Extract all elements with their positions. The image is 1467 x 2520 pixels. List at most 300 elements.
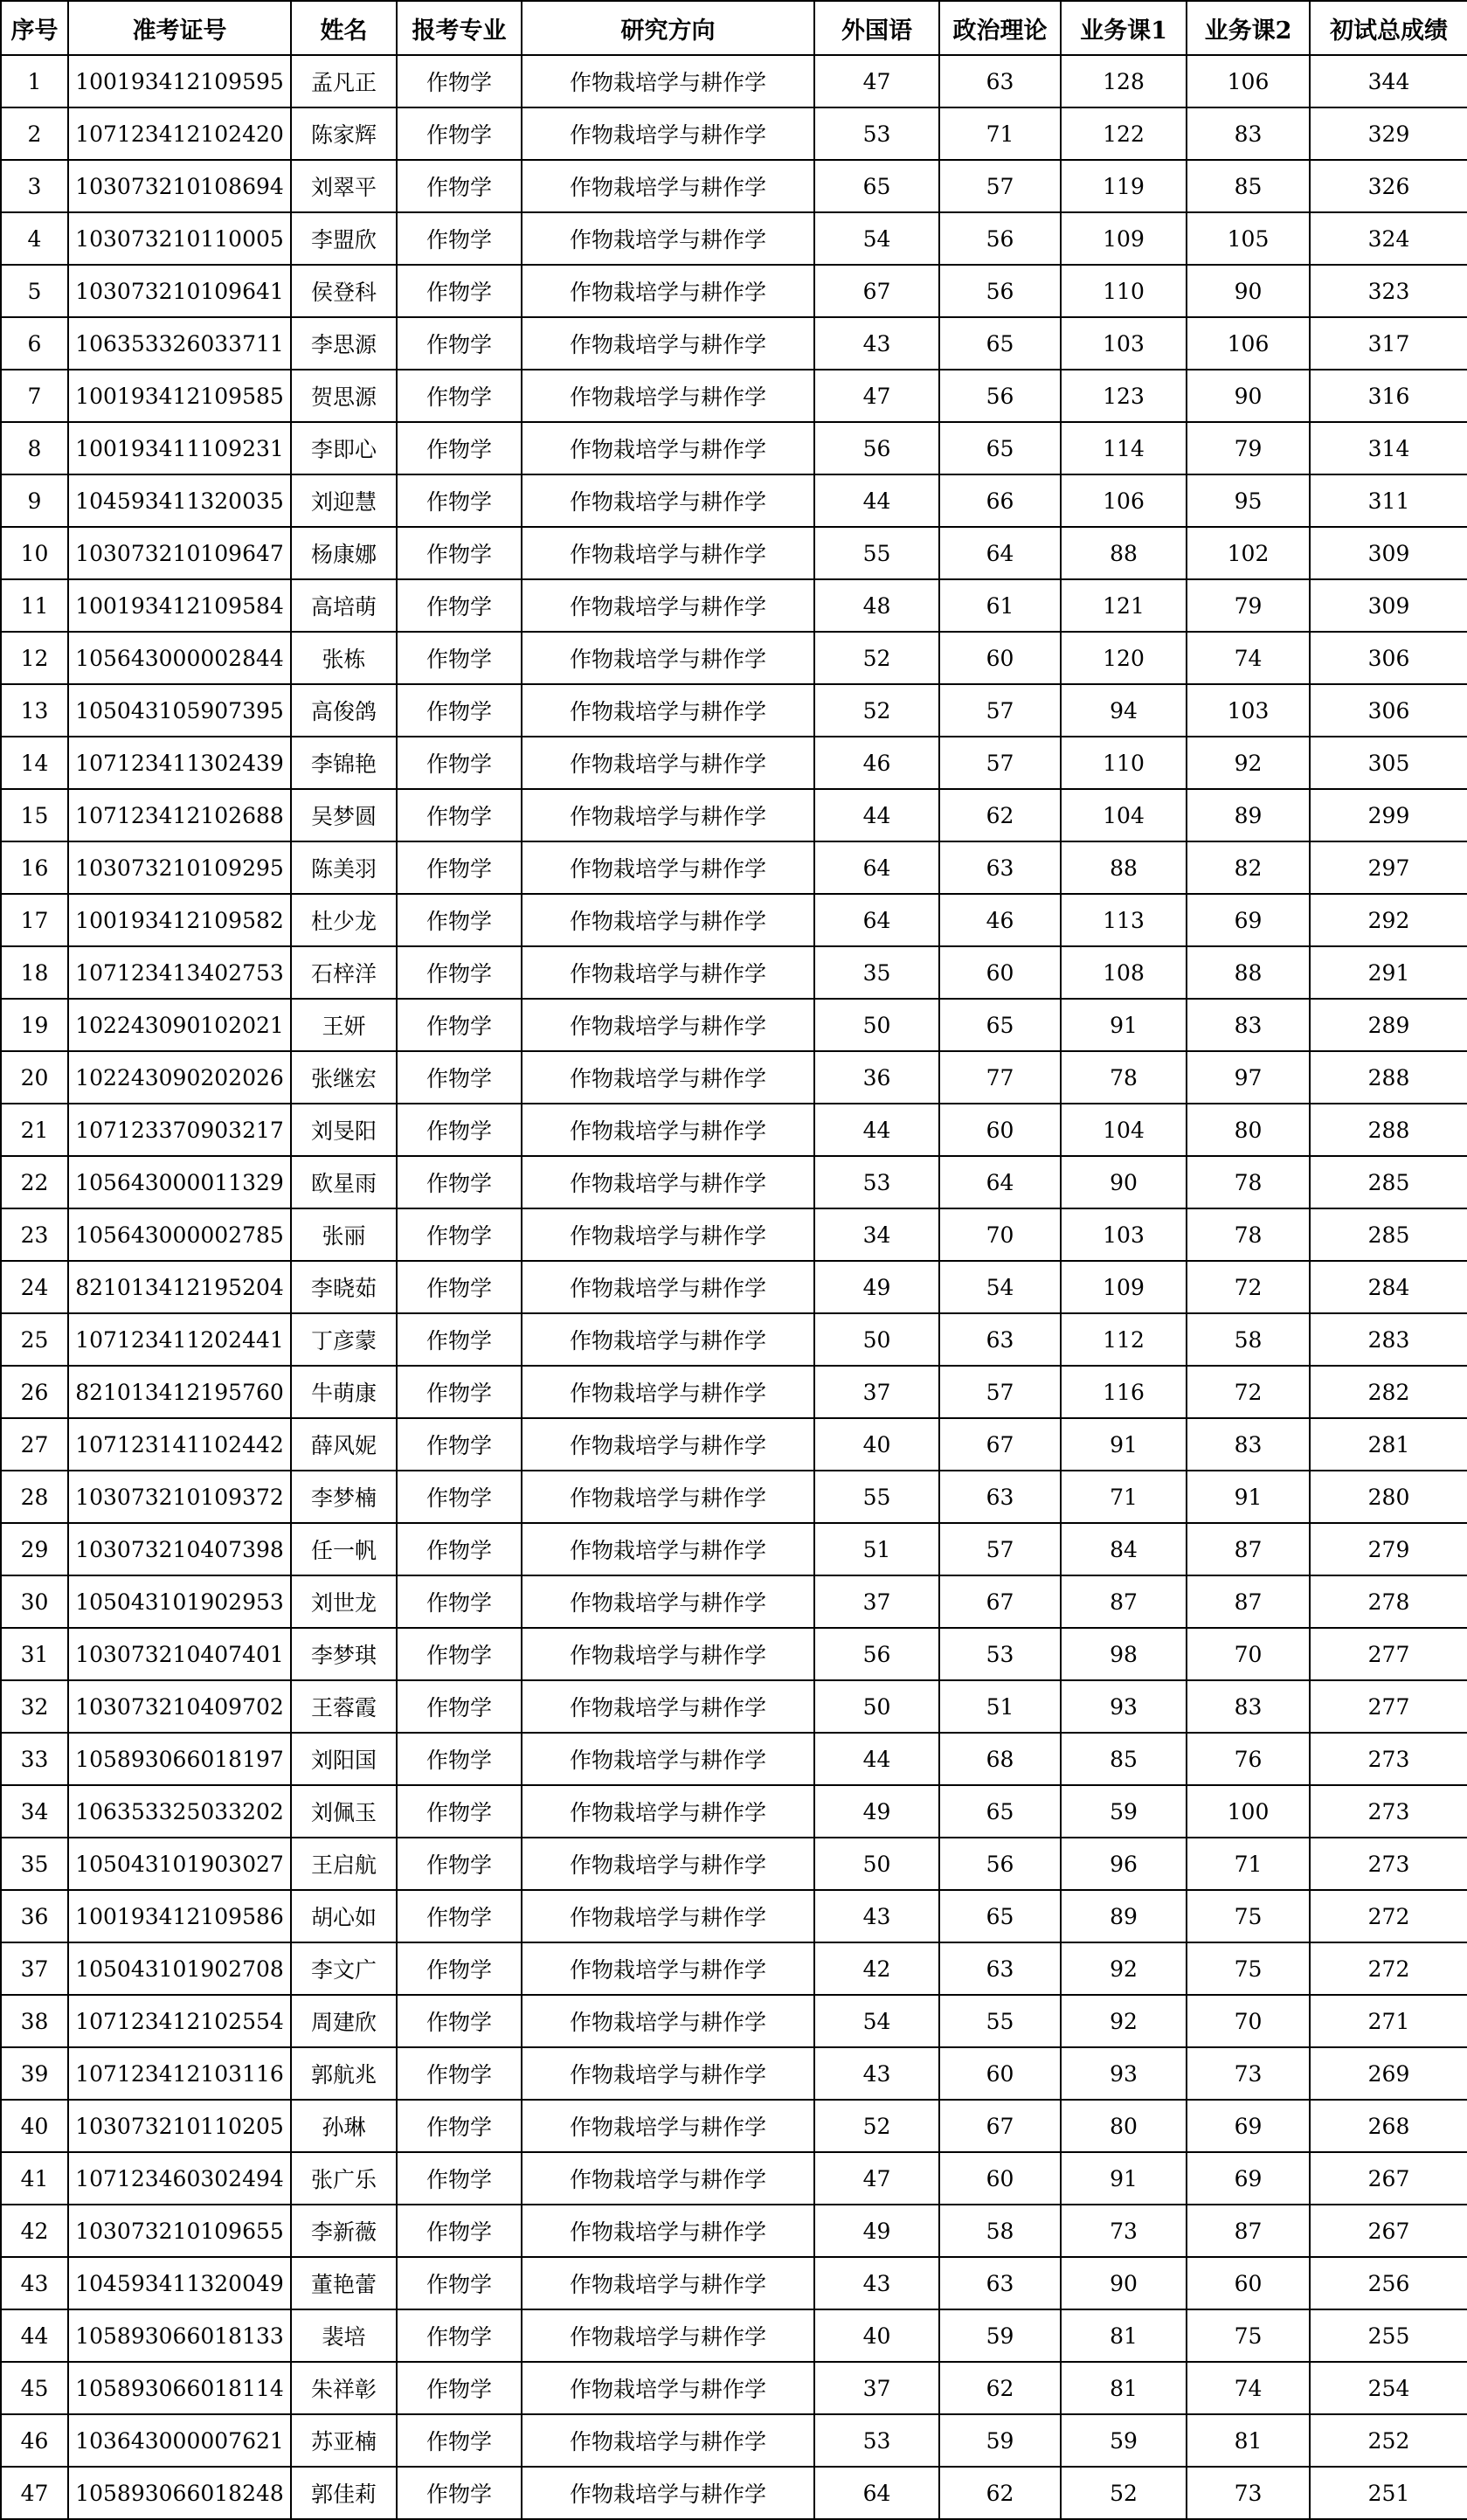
cell-total-score: 268: [1310, 2100, 1467, 2152]
table-row: [1, 1838, 1467, 1890]
cell-major: 作物学: [397, 1942, 522, 1995]
cell-major: 作物学: [397, 1575, 522, 1628]
cell-total-score: 314: [1310, 422, 1467, 474]
cell-index: 38: [1, 1995, 68, 2047]
cell-name: 孙琳: [291, 2100, 397, 2152]
cell-exam-id: 821013412195760: [68, 1366, 291, 1418]
table-row: [1, 2309, 1467, 2362]
table-row: [1, 1261, 1467, 1313]
cell-subject-2: 83: [1187, 1680, 1310, 1733]
cell-subject-2: 74: [1187, 2362, 1310, 2414]
cell-exam-id: 103073210109372: [68, 1471, 291, 1523]
cell-exam-id: 100193412109584: [68, 579, 291, 632]
cell-major: 作物学: [397, 2205, 522, 2257]
cell-name: 李新薇: [291, 2205, 397, 2257]
cell-name: 吴梦圆: [291, 789, 397, 841]
cell-name: 朱祥彰: [291, 2362, 397, 2414]
cell-politics: 67: [939, 1575, 1061, 1628]
cell-exam-id: 107123370903217: [68, 1104, 291, 1156]
cell-exam-id: 106353325033202: [68, 1785, 291, 1838]
cell-index: 42: [1, 2205, 68, 2257]
cell-subject-1: 104: [1061, 789, 1187, 841]
cell-foreign-language: 52: [814, 632, 939, 684]
cell-index: 13: [1, 684, 68, 737]
cell-index: 34: [1, 1785, 68, 1838]
cell-index: 32: [1, 1680, 68, 1733]
cell-name: 王启航: [291, 1838, 397, 1890]
cell-exam-id: 105893066018197: [68, 1733, 291, 1785]
cell-politics: 55: [939, 1995, 1061, 2047]
cell-subject-2: 79: [1187, 579, 1310, 632]
cell-research-direction: 作物栽培学与耕作学: [522, 370, 814, 422]
cell-politics: 63: [939, 1471, 1061, 1523]
cell-major: 作物学: [397, 160, 522, 212]
cell-major: 作物学: [397, 1628, 522, 1680]
cell-politics: 54: [939, 1261, 1061, 1313]
table-row: [1, 684, 1467, 737]
cell-total-score: 285: [1310, 1208, 1467, 1261]
cell-politics: 57: [939, 1366, 1061, 1418]
cell-index: 20: [1, 1051, 68, 1104]
cell-foreign-language: 43: [814, 1890, 939, 1942]
cell-research-direction: 作物栽培学与耕作学: [522, 1838, 814, 1890]
header-politics: 政治理论: [939, 1, 1061, 55]
cell-major: 作物学: [397, 841, 522, 894]
header-foreign-language: 外国语: [814, 1, 939, 55]
table-row: [1, 1471, 1467, 1523]
cell-name: 王蓉霞: [291, 1680, 397, 1733]
cell-index: 40: [1, 2100, 68, 2152]
cell-total-score: 288: [1310, 1104, 1467, 1156]
cell-major: 作物学: [397, 2414, 522, 2467]
cell-research-direction: 作物栽培学与耕作学: [522, 1628, 814, 1680]
cell-subject-1: 84: [1061, 1523, 1187, 1575]
header-subject-1: 业务课1: [1061, 1, 1187, 55]
cell-subject-2: 69: [1187, 2152, 1310, 2205]
cell-politics: 67: [939, 1418, 1061, 1471]
cell-research-direction: 作物栽培学与耕作学: [522, 474, 814, 527]
cell-subject-2: 82: [1187, 841, 1310, 894]
cell-subject-1: 98: [1061, 1628, 1187, 1680]
table-row: [1, 1156, 1467, 1208]
cell-index: 45: [1, 2362, 68, 2414]
cell-exam-id: 103643000007621: [68, 2414, 291, 2467]
cell-research-direction: 作物栽培学与耕作学: [522, 2205, 814, 2257]
cell-subject-1: 112: [1061, 1313, 1187, 1366]
cell-major: 作物学: [397, 2152, 522, 2205]
cell-index: 31: [1, 1628, 68, 1680]
cell-major: 作物学: [397, 1890, 522, 1942]
cell-major: 作物学: [397, 1366, 522, 1418]
cell-foreign-language: 67: [814, 265, 939, 317]
cell-foreign-language: 36: [814, 1051, 939, 1104]
table-row: [1, 946, 1467, 999]
cell-subject-1: 92: [1061, 1942, 1187, 1995]
cell-exam-id: 103073210109647: [68, 527, 291, 579]
cell-foreign-language: 55: [814, 1471, 939, 1523]
cell-exam-id: 100193412109582: [68, 894, 291, 946]
cell-foreign-language: 52: [814, 2100, 939, 2152]
cell-name: 刘迎慧: [291, 474, 397, 527]
cell-foreign-language: 40: [814, 2309, 939, 2362]
table-row: [1, 789, 1467, 841]
cell-name: 欧星雨: [291, 1156, 397, 1208]
table-row: [1, 107, 1467, 160]
cell-foreign-language: 53: [814, 107, 939, 160]
cell-foreign-language: 64: [814, 841, 939, 894]
cell-major: 作物学: [397, 474, 522, 527]
cell-foreign-language: 49: [814, 2205, 939, 2257]
table-row: [1, 2414, 1467, 2467]
cell-politics: 65: [939, 1785, 1061, 1838]
cell-major: 作物学: [397, 684, 522, 737]
cell-politics: 57: [939, 1523, 1061, 1575]
cell-foreign-language: 48: [814, 579, 939, 632]
cell-index: 24: [1, 1261, 68, 1313]
cell-index: 30: [1, 1575, 68, 1628]
cell-exam-id: 103073210110205: [68, 2100, 291, 2152]
cell-index: 3: [1, 160, 68, 212]
cell-total-score: 279: [1310, 1523, 1467, 1575]
cell-research-direction: 作物栽培学与耕作学: [522, 2467, 814, 2519]
cell-total-score: 269: [1310, 2047, 1467, 2100]
cell-research-direction: 作物栽培学与耕作学: [522, 1418, 814, 1471]
cell-name: 刘旻阳: [291, 1104, 397, 1156]
cell-total-score: 309: [1310, 527, 1467, 579]
cell-index: 33: [1, 1733, 68, 1785]
cell-subject-2: 72: [1187, 1261, 1310, 1313]
cell-research-direction: 作物栽培学与耕作学: [522, 1733, 814, 1785]
cell-foreign-language: 50: [814, 1838, 939, 1890]
table-row: [1, 212, 1467, 265]
cell-politics: 77: [939, 1051, 1061, 1104]
cell-major: 作物学: [397, 1418, 522, 1471]
cell-politics: 57: [939, 684, 1061, 737]
cell-index: 11: [1, 579, 68, 632]
cell-subject-1: 110: [1061, 265, 1187, 317]
cell-politics: 46: [939, 894, 1061, 946]
cell-total-score: 267: [1310, 2152, 1467, 2205]
cell-name: 贺思源: [291, 370, 397, 422]
cell-exam-id: 103073210407398: [68, 1523, 291, 1575]
cell-name: 郭佳莉: [291, 2467, 397, 2519]
cell-index: 43: [1, 2257, 68, 2309]
cell-name: 侯登科: [291, 265, 397, 317]
table-row: [1, 1523, 1467, 1575]
cell-index: 16: [1, 841, 68, 894]
cell-foreign-language: 50: [814, 1313, 939, 1366]
cell-research-direction: 作物栽培学与耕作学: [522, 1261, 814, 1313]
cell-research-direction: 作物栽培学与耕作学: [522, 1104, 814, 1156]
cell-subject-2: 89: [1187, 789, 1310, 841]
cell-research-direction: 作物栽培学与耕作学: [522, 1313, 814, 1366]
cell-politics: 67: [939, 2100, 1061, 2152]
cell-major: 作物学: [397, 1733, 522, 1785]
cell-foreign-language: 37: [814, 2362, 939, 2414]
cell-major: 作物学: [397, 1680, 522, 1733]
cell-total-score: 285: [1310, 1156, 1467, 1208]
table-row: [1, 1366, 1467, 1418]
cell-research-direction: 作物栽培学与耕作学: [522, 422, 814, 474]
cell-research-direction: 作物栽培学与耕作学: [522, 1575, 814, 1628]
cell-subject-2: 76: [1187, 1733, 1310, 1785]
cell-subject-2: 88: [1187, 946, 1310, 999]
cell-major: 作物学: [397, 1471, 522, 1523]
cell-foreign-language: 44: [814, 1104, 939, 1156]
cell-name: 高培萌: [291, 579, 397, 632]
cell-major: 作物学: [397, 2467, 522, 2519]
table-row: [1, 579, 1467, 632]
cell-exam-id: 107123412103116: [68, 2047, 291, 2100]
cell-exam-id: 105043101902708: [68, 1942, 291, 1995]
cell-subject-1: 92: [1061, 1995, 1187, 2047]
cell-foreign-language: 43: [814, 317, 939, 370]
table-row: [1, 1051, 1467, 1104]
cell-subject-1: 90: [1061, 1156, 1187, 1208]
cell-subject-1: 87: [1061, 1575, 1187, 1628]
table-row: [1, 1208, 1467, 1261]
cell-name: 牛萌康: [291, 1366, 397, 1418]
cell-research-direction: 作物栽培学与耕作学: [522, 1471, 814, 1523]
cell-total-score: 329: [1310, 107, 1467, 160]
cell-foreign-language: 47: [814, 55, 939, 107]
cell-major: 作物学: [397, 422, 522, 474]
cell-name: 李梦琪: [291, 1628, 397, 1680]
cell-politics: 64: [939, 527, 1061, 579]
cell-total-score: 299: [1310, 789, 1467, 841]
cell-major: 作物学: [397, 1523, 522, 1575]
cell-research-direction: 作物栽培学与耕作学: [522, 1208, 814, 1261]
cell-research-direction: 作物栽培学与耕作学: [522, 737, 814, 789]
cell-subject-2: 58: [1187, 1313, 1310, 1366]
cell-foreign-language: 53: [814, 2414, 939, 2467]
cell-research-direction: 作物栽培学与耕作学: [522, 841, 814, 894]
cell-politics: 57: [939, 737, 1061, 789]
cell-subject-1: 90: [1061, 2257, 1187, 2309]
cell-politics: 59: [939, 2309, 1061, 2362]
cell-index: 8: [1, 422, 68, 474]
cell-subject-1: 110: [1061, 737, 1187, 789]
cell-name: 石梓洋: [291, 946, 397, 999]
cell-subject-1: 116: [1061, 1366, 1187, 1418]
cell-index: 37: [1, 1942, 68, 1995]
cell-total-score: 252: [1310, 2414, 1467, 2467]
cell-subject-2: 69: [1187, 2100, 1310, 2152]
cell-research-direction: 作物栽培学与耕作学: [522, 684, 814, 737]
cell-index: 10: [1, 527, 68, 579]
cell-subject-2: 75: [1187, 1942, 1310, 1995]
cell-exam-id: 107123412102420: [68, 107, 291, 160]
cell-exam-id: 107123141102442: [68, 1418, 291, 1471]
cell-total-score: 288: [1310, 1051, 1467, 1104]
cell-major: 作物学: [397, 212, 522, 265]
cell-politics: 71: [939, 107, 1061, 160]
cell-research-direction: 作物栽培学与耕作学: [522, 1785, 814, 1838]
cell-exam-id: 105643000002785: [68, 1208, 291, 1261]
cell-index: 23: [1, 1208, 68, 1261]
cell-major: 作物学: [397, 55, 522, 107]
cell-subject-2: 74: [1187, 632, 1310, 684]
cell-politics: 60: [939, 1104, 1061, 1156]
cell-subject-2: 87: [1187, 1523, 1310, 1575]
cell-politics: 65: [939, 999, 1061, 1051]
table-row: [1, 422, 1467, 474]
cell-exam-id: 105893066018248: [68, 2467, 291, 2519]
cell-total-score: 323: [1310, 265, 1467, 317]
cell-subject-1: 114: [1061, 422, 1187, 474]
cell-name: 陈家辉: [291, 107, 397, 160]
cell-name: 杨康娜: [291, 527, 397, 579]
table-row: [1, 370, 1467, 422]
cell-foreign-language: 43: [814, 2047, 939, 2100]
cell-index: 18: [1, 946, 68, 999]
cell-index: 1: [1, 55, 68, 107]
cell-total-score: 282: [1310, 1366, 1467, 1418]
cell-name: 薛风妮: [291, 1418, 397, 1471]
cell-foreign-language: 35: [814, 946, 939, 999]
cell-politics: 63: [939, 1313, 1061, 1366]
table-row: [1, 1313, 1467, 1366]
cell-name: 刘世龙: [291, 1575, 397, 1628]
cell-subject-2: 83: [1187, 1418, 1310, 1471]
cell-research-direction: 作物栽培学与耕作学: [522, 2047, 814, 2100]
cell-exam-id: 821013412195204: [68, 1261, 291, 1313]
cell-total-score: 309: [1310, 579, 1467, 632]
cell-subject-2: 70: [1187, 1995, 1310, 2047]
cell-exam-id: 105893066018133: [68, 2309, 291, 2362]
cell-subject-1: 91: [1061, 2152, 1187, 2205]
cell-major: 作物学: [397, 737, 522, 789]
cell-index: 25: [1, 1313, 68, 1366]
cell-politics: 63: [939, 841, 1061, 894]
cell-subject-2: 73: [1187, 2047, 1310, 2100]
table-row: [1, 894, 1467, 946]
cell-index: 14: [1, 737, 68, 789]
cell-research-direction: 作物栽培学与耕作学: [522, 160, 814, 212]
cell-research-direction: 作物栽培学与耕作学: [522, 894, 814, 946]
cell-total-score: 292: [1310, 894, 1467, 946]
table-header: [1, 1, 1467, 55]
table-row: [1, 1680, 1467, 1733]
cell-name: 董艳蕾: [291, 2257, 397, 2309]
cell-exam-id: 102243090202026: [68, 1051, 291, 1104]
cell-total-score: 317: [1310, 317, 1467, 370]
cell-index: 36: [1, 1890, 68, 1942]
cell-exam-id: 103073210110005: [68, 212, 291, 265]
cell-foreign-language: 44: [814, 1733, 939, 1785]
cell-index: 27: [1, 1418, 68, 1471]
cell-politics: 65: [939, 317, 1061, 370]
cell-subject-2: 72: [1187, 1366, 1310, 1418]
cell-major: 作物学: [397, 1313, 522, 1366]
table-row: [1, 632, 1467, 684]
cell-major: 作物学: [397, 1208, 522, 1261]
cell-name: 李思源: [291, 317, 397, 370]
cell-foreign-language: 55: [814, 527, 939, 579]
cell-name: 刘佩玉: [291, 1785, 397, 1838]
cell-index: 7: [1, 370, 68, 422]
cell-subject-1: 109: [1061, 212, 1187, 265]
cell-subject-2: 83: [1187, 107, 1310, 160]
cell-politics: 51: [939, 1680, 1061, 1733]
cell-name: 周建欣: [291, 1995, 397, 2047]
cell-total-score: 297: [1310, 841, 1467, 894]
cell-index: 29: [1, 1523, 68, 1575]
cell-research-direction: 作物栽培学与耕作学: [522, 1995, 814, 2047]
cell-subject-1: 103: [1061, 1208, 1187, 1261]
table-row: [1, 55, 1467, 107]
cell-exam-id: 100193411109231: [68, 422, 291, 474]
cell-major: 作物学: [397, 1104, 522, 1156]
cell-total-score: 324: [1310, 212, 1467, 265]
table-row: [1, 474, 1467, 527]
cell-foreign-language: 47: [814, 2152, 939, 2205]
cell-index: 5: [1, 265, 68, 317]
cell-name: 胡心如: [291, 1890, 397, 1942]
cell-politics: 62: [939, 2362, 1061, 2414]
cell-foreign-language: 49: [814, 1261, 939, 1313]
cell-major: 作物学: [397, 265, 522, 317]
cell-total-score: 311: [1310, 474, 1467, 527]
cell-major: 作物学: [397, 946, 522, 999]
cell-research-direction: 作物栽培学与耕作学: [522, 789, 814, 841]
cell-exam-id: 105043101902953: [68, 1575, 291, 1628]
cell-subject-2: 106: [1187, 317, 1310, 370]
cell-major: 作物学: [397, 999, 522, 1051]
cell-foreign-language: 49: [814, 1785, 939, 1838]
cell-exam-id: 105643000011329: [68, 1156, 291, 1208]
cell-subject-1: 109: [1061, 1261, 1187, 1313]
cell-research-direction: 作物栽培学与耕作学: [522, 1942, 814, 1995]
cell-subject-2: 97: [1187, 1051, 1310, 1104]
cell-subject-1: 94: [1061, 684, 1187, 737]
cell-subject-2: 73: [1187, 2467, 1310, 2519]
cell-total-score: 273: [1310, 1838, 1467, 1890]
cell-exam-id: 107123413402753: [68, 946, 291, 999]
cell-name: 丁彦蒙: [291, 1313, 397, 1366]
cell-total-score: 283: [1310, 1313, 1467, 1366]
cell-major: 作物学: [397, 2047, 522, 2100]
cell-research-direction: 作物栽培学与耕作学: [522, 317, 814, 370]
cell-exam-id: 105893066018114: [68, 2362, 291, 2414]
cell-total-score: 305: [1310, 737, 1467, 789]
cell-exam-id: 107123412102554: [68, 1995, 291, 2047]
cell-total-score: 316: [1310, 370, 1467, 422]
cell-politics: 56: [939, 212, 1061, 265]
cell-subject-2: 100: [1187, 1785, 1310, 1838]
cell-foreign-language: 56: [814, 1628, 939, 1680]
table-row: [1, 1628, 1467, 1680]
cell-total-score: 289: [1310, 999, 1467, 1051]
cell-name: 陈美羽: [291, 841, 397, 894]
cell-total-score: 251: [1310, 2467, 1467, 2519]
cell-subject-2: 81: [1187, 2414, 1310, 2467]
cell-name: 任一帆: [291, 1523, 397, 1575]
cell-total-score: 278: [1310, 1575, 1467, 1628]
cell-research-direction: 作物栽培学与耕作学: [522, 107, 814, 160]
cell-politics: 56: [939, 370, 1061, 422]
cell-subject-2: 103: [1187, 684, 1310, 737]
cell-research-direction: 作物栽培学与耕作学: [522, 212, 814, 265]
table-row: [1, 2362, 1467, 2414]
cell-politics: 57: [939, 160, 1061, 212]
cell-total-score: 280: [1310, 1471, 1467, 1523]
cell-exam-id: 105643000002844: [68, 632, 291, 684]
cell-name: 张继宏: [291, 1051, 397, 1104]
cell-major: 作物学: [397, 1156, 522, 1208]
cell-total-score: 273: [1310, 1733, 1467, 1785]
cell-subject-2: 85: [1187, 160, 1310, 212]
